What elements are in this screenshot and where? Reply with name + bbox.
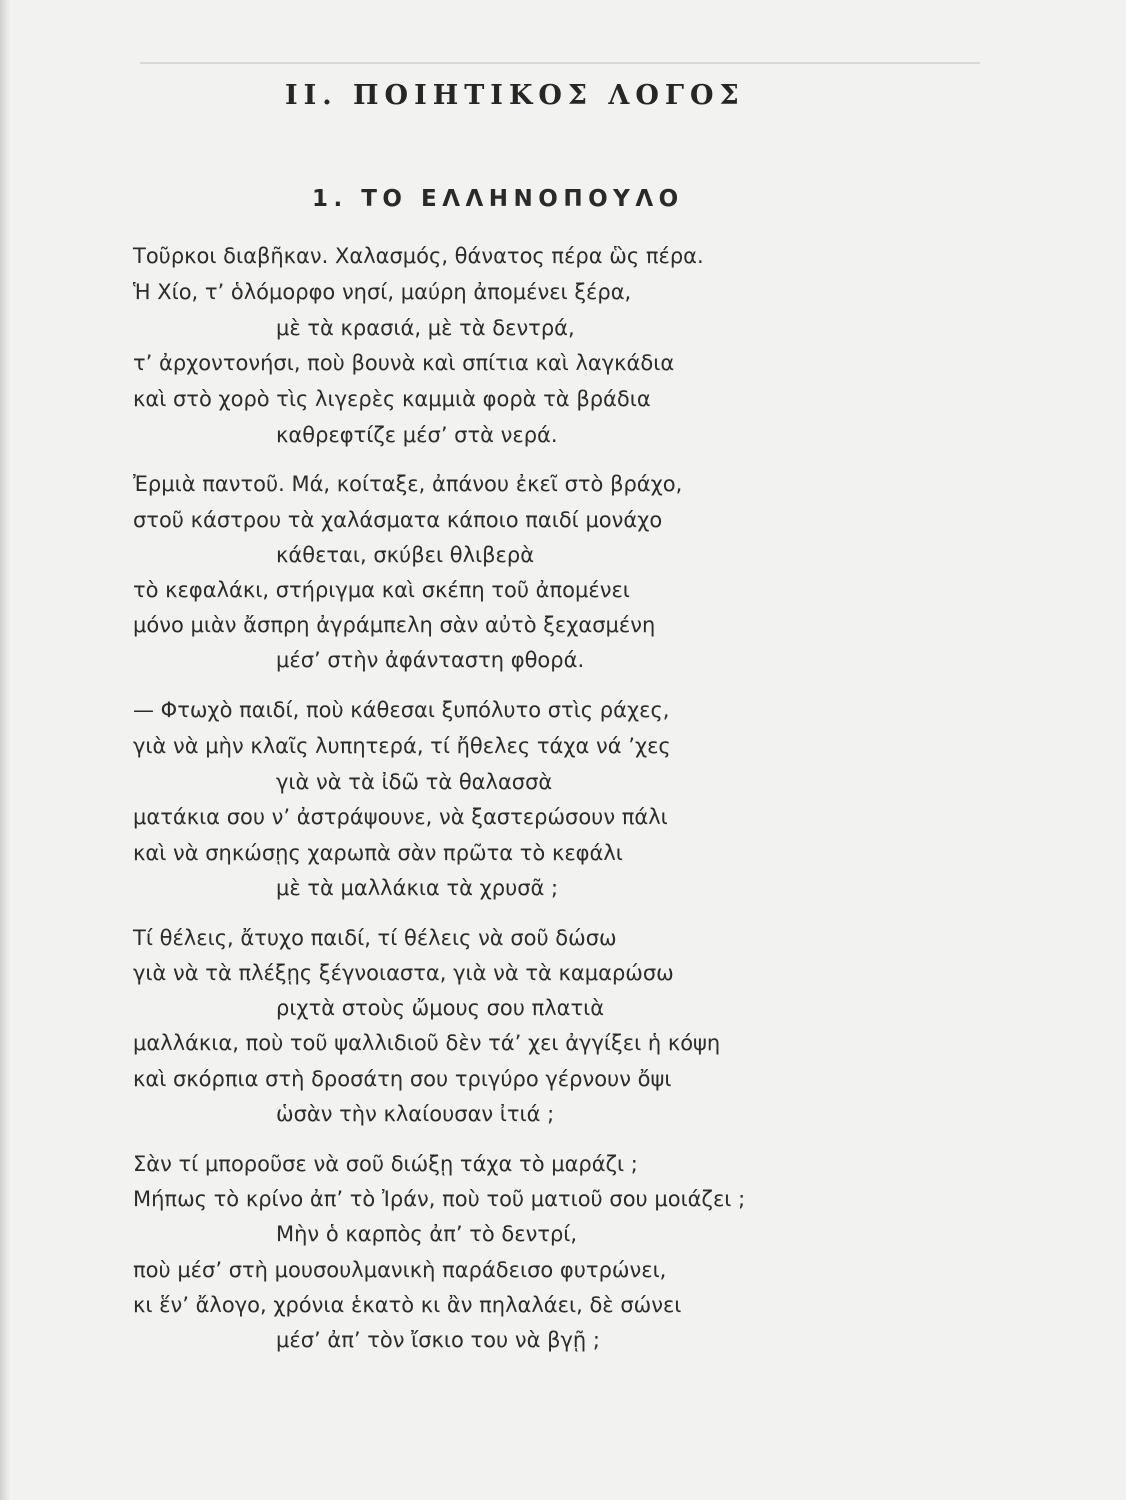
verse-line: — Φτωχὸ παιδί, ποὺ κάθεσαι ξυπόλυτο στὶς ράχες, [133, 698, 670, 722]
verse-line: μόνο μιὰν ἄσπρη ἀγράμπελη σὰν αὐτὸ ξεχασμένη [133, 613, 656, 637]
verse-line: ὡσὰν τὴν κλαίουσαν ἰτιά ; [276, 1102, 555, 1126]
verse-line: καὶ σκόρπια στὴ δροσάτη σου τριγύρο γέρνουν ὄψι [133, 1067, 672, 1091]
verse-line: Τοῦρκοι διαβῆκαν. Χαλασμός, θάνατος πέρα ὣς πέρα. [133, 244, 704, 268]
verse-line: Τί θέλεις, ἄτυχο παιδί, τί θέλεις νὰ σοῦ δώσω [133, 926, 617, 950]
verse-line: καθρεφτίζε μέσ’ στὰ νερά. [276, 423, 558, 447]
verse-line: Ἡ Χίο, τ’ ὁλόμορφο νησί, μαύρη ἀπομένει ξέρα, [133, 280, 632, 304]
verse-line: μὲ τὰ μαλλάκια τὰ χρυσᾶ ; [276, 876, 559, 900]
bleed-rule [140, 62, 980, 68]
poem-title: 1. ΤΟ ΕΛΛΗΝΟΠΟΥΛΟ [312, 186, 684, 212]
verse-line: γιὰ νὰ τὰ ἰδῶ τὰ θαλασσὰ [276, 770, 553, 794]
verse-line: Ἐρμιὰ παντοῦ. Μά, κοίταξε, ἀπάνου ἐκεῖ στὸ βράχο, [133, 472, 683, 496]
page-edge-shadow [0, 0, 10, 1500]
verse-line: καὶ νὰ σηκώσῃς χαρωπὰ σὰν πρῶτα τὸ κεφάλι [133, 841, 623, 865]
verse-line: γιὰ νὰ τὰ πλέξῃς ξέγνοιαστα, γιὰ νὰ τὰ καμαρώσω [133, 961, 674, 985]
verse-line: τ’ ἀρχοντονήσι, ποὺ βουνὰ καὶ σπίτια καὶ λαγκάδια [133, 351, 675, 375]
verse-line: Μήπως τὸ κρίνο ἀπ’ τὸ Ἰράν, ποὺ τοῦ ματιοῦ σου μοιάζει ; [133, 1187, 746, 1211]
verse-line: μὲ τὰ κρασιά, μὲ τὰ δεντρά, [276, 316, 575, 340]
verse-line: ριχτὰ στοὺς ὤμους σου πλατιὰ [276, 996, 605, 1020]
verse-line: κι ἕν’ ἄλογο, χρόνια ἑκατὸ κι ἂν πηλαλάει, δὲ σώνει [133, 1293, 682, 1317]
verse-line: ματάκια σου ν’ ἀστράψουνε, νὰ ξαστερώσουν πάλι [133, 805, 668, 829]
verse-line: Μὴν ὁ καρπὸς ἀπ’ τὸ δεντρί, [276, 1222, 578, 1246]
verse-line: μαλλάκια, ποὺ τοῦ ψαλλιδιοῦ δὲν τά’ χει ἀγγίξει ἡ κόψη [133, 1031, 721, 1055]
verse-line: τὸ κεφαλάκι, στήριγμα καὶ σκέπη τοῦ ἀπομένει [133, 578, 630, 602]
verse-line: μέσ’ ἀπ’ τὸν ἴσκιο του νὰ βγῇ ; [276, 1328, 600, 1352]
verse-line: καὶ στὸ χορὸ τὶς λιγερὲς καμμιὰ φορὰ τὰ βράδια [133, 387, 651, 411]
verse-line: ποὺ μέσ’ στὴ μουσουλμανικὴ παράδεισο φυτρώνει, [133, 1258, 667, 1282]
verse-line: Σὰν τί μποροῦσε νὰ σοῦ διώξῃ τάχα τὸ μαράζι ; [133, 1152, 638, 1176]
verse-line: κάθεται, σκύβει θλιβερὰ [276, 543, 535, 567]
verse-line: μέσ’ στὴν ἀφάνταστη φθορά. [276, 648, 585, 672]
verse-line: στοῦ κάστρου τὰ χαλάσματα κάποιο παιδί μονάχο [133, 508, 663, 532]
verse-line: γιὰ νὰ μὴν κλαῖς λυπητερά, τί ἤθελες τάχα νά ’χες [133, 734, 671, 758]
section-heading: II. ΠΟΙΗΤΙΚΟΣ ΛΟΓΟΣ [285, 80, 745, 111]
